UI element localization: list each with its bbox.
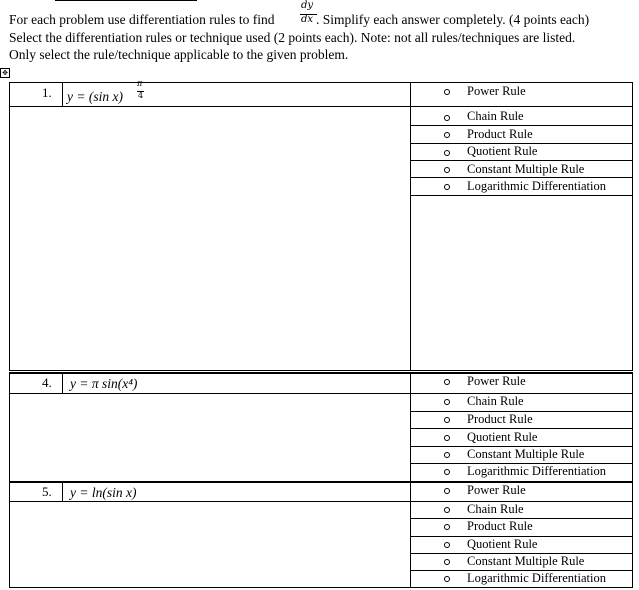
problem-1-options-divider [410, 106, 633, 107]
radio-circle-icon[interactable] [444, 559, 450, 565]
problem-5-option-quotient-rule[interactable]: Quotient Rule [467, 537, 538, 551]
problem-4-option-logarithmic-differentiation[interactable]: Logarithmic Differentiation [467, 464, 606, 478]
table-move-handle-icon[interactable]: ✥ [0, 68, 10, 78]
problem-4-option-chain-rule[interactable]: Chain Rule [467, 394, 524, 408]
problem-4-expression [70, 376, 137, 392]
problem-4-option-product-rule[interactable]: Product Rule [467, 412, 533, 426]
radio-circle-icon[interactable] [444, 435, 450, 441]
radio-circle-icon[interactable] [444, 184, 450, 190]
problem-5-option-product-rule[interactable]: Product Rule [467, 519, 533, 533]
radio-circle-icon[interactable] [444, 452, 450, 458]
instruction-line-1 [9, 12, 275, 27]
problem-5-option-logarithmic-differentiation[interactable]: Logarithmic Differentiation [467, 571, 606, 585]
problem-5-number: 5. [42, 484, 52, 499]
problem-5-option-chain-rule[interactable]: Chain Rule [467, 502, 524, 516]
problem-1-option-power-rule[interactable]: Power Rule [467, 84, 526, 98]
problem-1-header-divider [9, 106, 411, 107]
problem-4-option-constant-multiple-rule[interactable]: Constant Multiple Rule [467, 447, 585, 461]
radio-circle-icon[interactable] [444, 167, 450, 173]
problem-1-option-quotient-rule[interactable]: Quotient Rule [467, 144, 538, 158]
radio-circle-icon[interactable] [444, 488, 450, 494]
problem-4-header-divider [9, 393, 411, 394]
option-divider [410, 428, 633, 429]
problem-1-option-logarithmic-differentiation[interactable]: Logarithmic Differentiation [467, 179, 606, 193]
problem-4-option-quotient-rule[interactable]: Quotient Rule [467, 430, 538, 444]
problem-5-number-cell [9, 481, 63, 502]
text-cursor [410, 316, 411, 332]
radio-circle-icon[interactable] [444, 399, 450, 405]
problem-4-expression-text: y = π sin(x⁴) [70, 376, 138, 391]
problem-1-expression [67, 89, 123, 105]
problem-1-number-cell [9, 82, 63, 107]
problem-4-number: 4. [42, 375, 52, 390]
radio-circle-icon[interactable] [444, 507, 450, 513]
derivative-numerator: dy [301, 0, 314, 11]
radio-circle-icon[interactable] [444, 576, 450, 582]
problem-1-exponent-numerator: π [137, 79, 143, 88]
instruction-line-1-end: . Simplify each answer completely. (4 points each) [316, 12, 590, 27]
problem-4-number-cell [9, 372, 63, 394]
problem-1-options-bottom-rule [410, 195, 633, 196]
top-rule-line [55, 0, 197, 1]
radio-circle-icon[interactable] [444, 469, 450, 475]
radio-circle-icon[interactable] [444, 542, 450, 548]
radio-circle-icon[interactable] [444, 115, 450, 121]
instruction-line-2: Select the differentiation rules or technique used (2 points each). Note: not all rules/techniques are listed. [9, 30, 576, 45]
problem-1-option-product-rule[interactable]: Product Rule [467, 127, 533, 141]
problem-1-expression-text: y = (sin x) [67, 89, 123, 104]
problem-5-header-divider [9, 501, 411, 502]
problem-5-option-power-rule[interactable]: Power Rule [467, 483, 526, 497]
problem-5-expression-text: y = ln(sin x) [70, 485, 137, 500]
radio-circle-icon[interactable] [444, 524, 450, 530]
option-divider [410, 125, 633, 126]
problem-1-number: 1. [42, 85, 52, 100]
derivative-denominator: dx [301, 14, 314, 25]
radio-circle-icon[interactable] [444, 150, 450, 156]
radio-circle-icon[interactable] [444, 132, 450, 138]
radio-circle-icon[interactable] [444, 379, 450, 385]
problem-4-option-power-rule[interactable]: Power Rule [467, 374, 526, 388]
problem-5-option-constant-multiple-rule[interactable]: Constant Multiple Rule [467, 554, 585, 568]
radio-circle-icon[interactable] [444, 89, 450, 95]
problem-1-option-chain-rule[interactable]: Chain Rule [467, 109, 524, 123]
problem-5-expression [70, 485, 136, 501]
instruction-line-1-start: For each problem use differentiation rules to find [9, 12, 275, 27]
problem-1-option-constant-multiple-rule[interactable]: Constant Multiple Rule [467, 162, 585, 176]
option-divider [410, 160, 633, 161]
radio-circle-icon[interactable] [444, 417, 450, 423]
instruction-line-3: Only select the rule/technique applicable to the given problem. [9, 47, 349, 62]
problem-1-work-area[interactable] [9, 82, 411, 371]
problem-1-exponent-denominator: 4 [138, 91, 144, 100]
option-divider [410, 177, 633, 178]
